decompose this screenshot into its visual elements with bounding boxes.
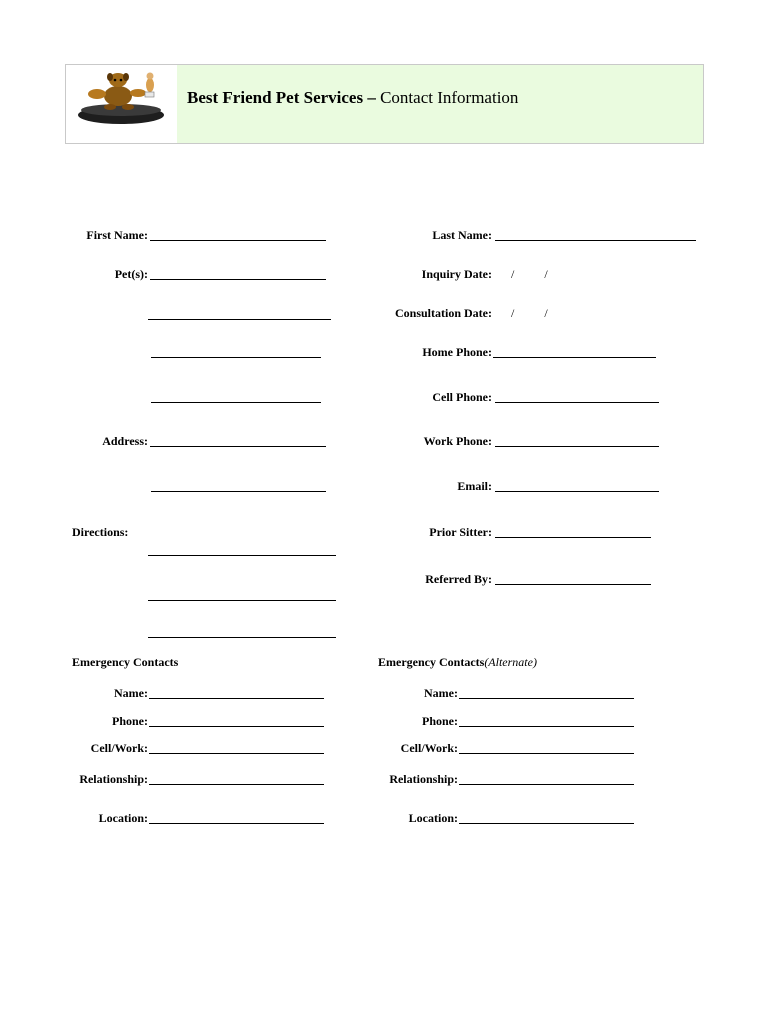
title-rest: Contact Information: [375, 88, 519, 107]
first-name-label: First Name:: [86, 228, 148, 242]
title-cell: [177, 65, 703, 143]
directions-field-3[interactable]: [148, 637, 336, 638]
alt-phone-field[interactable]: [459, 726, 634, 727]
emergency-name-field[interactable]: [149, 698, 324, 699]
address-label: Address:: [102, 434, 148, 448]
directions-field-2[interactable]: [148, 600, 336, 601]
pets-field-2[interactable]: [148, 319, 331, 320]
referred-by-label: Referred By:: [425, 572, 492, 586]
emergency-phone-field[interactable]: [149, 726, 324, 727]
emergency-cellwork-field[interactable]: [149, 753, 324, 754]
emergency-location-label: Location:: [98, 811, 148, 825]
directions-field-1[interactable]: [148, 555, 336, 556]
emergency-relationship-label: Relationship:: [79, 772, 148, 786]
cell-phone-label: Cell Phone:: [432, 390, 492, 404]
directions-label: Directions:: [72, 525, 129, 539]
alt-phone-label: Phone:: [422, 714, 458, 728]
emergency-heading: Emergency Contacts: [72, 655, 179, 669]
emergency-alt-heading: [378, 655, 537, 670]
alt-cellwork-field[interactable]: [459, 753, 634, 754]
alt-location-label: Location:: [408, 811, 458, 825]
page-title: [187, 88, 518, 108]
pets-label: Pet(s):: [114, 267, 148, 281]
last-name-field[interactable]: [495, 240, 696, 241]
title-bold: Best Friend Pet Services –: [187, 88, 376, 107]
pets-field-3[interactable]: [151, 357, 321, 358]
first-name-field[interactable]: [150, 240, 326, 241]
home-phone-label: Home Phone:: [422, 345, 492, 359]
dog-on-cushion-icon: [66, 65, 177, 143]
emergency-alt-suffix: (Alternate): [484, 655, 537, 669]
emergency-cellwork-label: Cell/Work:: [90, 741, 148, 755]
alt-relationship-label: Relationship:: [389, 772, 458, 786]
email-field[interactable]: [495, 491, 659, 492]
emergency-relationship-field[interactable]: [149, 784, 324, 785]
referred-by-field[interactable]: [495, 584, 651, 585]
prior-sitter-field[interactable]: [495, 537, 651, 538]
last-name-label: Last Name:: [432, 228, 492, 242]
home-phone-field[interactable]: [493, 357, 656, 358]
inquiry-date-field[interactable]: / /: [511, 267, 548, 281]
alt-name-field[interactable]: [459, 698, 634, 699]
emergency-location-field[interactable]: [149, 823, 324, 824]
pets-field[interactable]: [150, 279, 326, 280]
prior-sitter-label: Prior Sitter:: [429, 525, 492, 539]
email-label: Email:: [457, 479, 492, 493]
consultation-date-field[interactable]: / /: [511, 306, 548, 320]
alt-name-label: Name:: [424, 686, 458, 700]
work-phone-label: Work Phone:: [423, 434, 492, 448]
emergency-name-label: Name:: [114, 686, 148, 700]
alt-location-field[interactable]: [459, 823, 634, 824]
alt-relationship-field[interactable]: [459, 784, 634, 785]
address-field[interactable]: [150, 446, 326, 447]
pets-field-4[interactable]: [151, 402, 321, 403]
emergency-alt-heading-text: Emergency Contacts: [378, 655, 485, 669]
header-box: [65, 64, 704, 144]
inquiry-date-label: Inquiry Date:: [421, 267, 492, 281]
alt-cellwork-label: Cell/Work:: [400, 741, 458, 755]
cell-phone-field[interactable]: [495, 402, 659, 403]
logo-cell: [66, 65, 178, 143]
work-phone-field[interactable]: [495, 446, 659, 447]
consultation-date-label: Consultation Date:: [394, 306, 492, 320]
emergency-phone-label: Phone:: [112, 714, 148, 728]
address-field-2[interactable]: [151, 491, 326, 492]
